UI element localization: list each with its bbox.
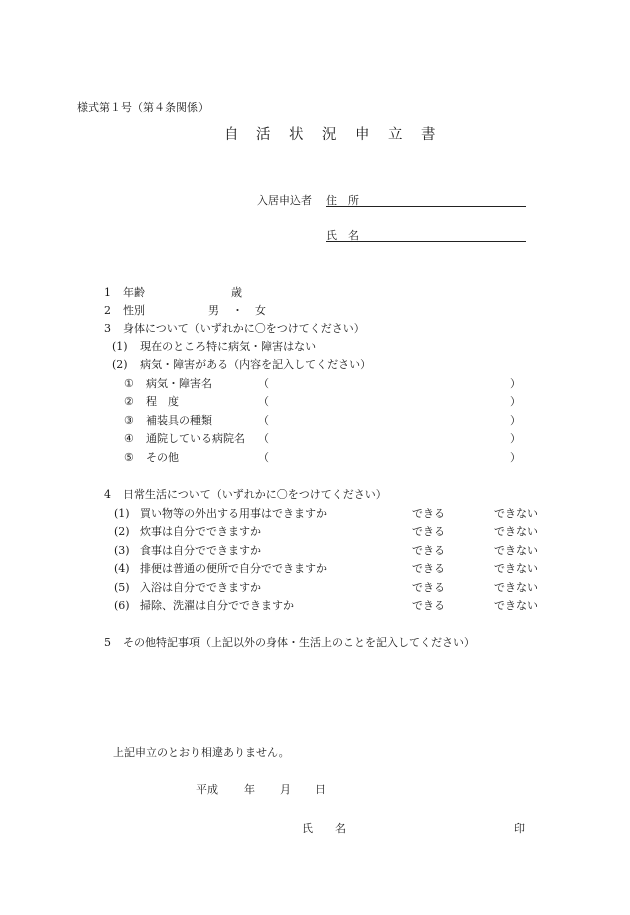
signature-name-label: 氏 名 — [302, 822, 346, 835]
paren-close: ） — [510, 395, 521, 408]
row-question: 排便は普通の便所で自分でできますか — [140, 562, 327, 575]
month-label[interactable]: 月 — [280, 783, 291, 796]
paren-close: ） — [510, 414, 521, 427]
applicant-name-label: 氏 名 — [326, 229, 359, 242]
paren-open: （ — [258, 377, 269, 390]
option-cannot[interactable]: できない — [494, 599, 538, 612]
body-section-heading: 身体について（いずれかに〇をつけてください） — [123, 322, 365, 335]
row-question: 食事は自分でできますか — [140, 544, 261, 557]
sub-label: 通院している病院名 — [146, 432, 245, 445]
seal-mark: 印 — [514, 822, 525, 835]
option-number: (2) — [112, 358, 128, 371]
age-label: 年齢 — [123, 286, 145, 299]
paren-close: ） — [510, 377, 521, 390]
row-number: (6) — [114, 599, 130, 612]
other-section-heading: その他特記事項（上記以外の身体・生活上のことを記入してください） — [123, 636, 475, 649]
age-unit: 歳 — [231, 286, 242, 299]
sub-label: 程 度 — [146, 395, 179, 408]
row-number: (1) — [114, 507, 130, 520]
row-number: (3) — [114, 544, 130, 557]
paren-open: （ — [258, 451, 269, 464]
paren-close: ） — [510, 451, 521, 464]
sub-label: 補装具の種類 — [146, 414, 212, 427]
title-char: 状 — [289, 127, 304, 143]
sub-number: ② — [124, 395, 134, 408]
option-number: (1) — [112, 340, 128, 353]
title-char: 自 — [224, 127, 239, 143]
sex-separator: ・ — [232, 304, 243, 317]
paren-open: （ — [258, 432, 269, 445]
era-label: 平成 — [196, 783, 218, 796]
option-text: 病気・障害がある（内容を記入してください） — [140, 358, 372, 371]
row-question: 入浴は自分でできますか — [140, 581, 261, 594]
option-text: 現在のところ特に病気・障害はない — [140, 340, 317, 353]
option-can[interactable]: できる — [412, 562, 445, 575]
item-number: 1 — [104, 286, 111, 299]
option-cannot[interactable]: できない — [494, 525, 538, 538]
day-label[interactable]: 日 — [315, 783, 326, 796]
paren-close: ） — [510, 432, 521, 445]
address-label: 住 所 — [326, 194, 359, 207]
item-number: 5 — [104, 636, 111, 649]
option-cannot[interactable]: できない — [494, 507, 538, 520]
item-number: 4 — [104, 488, 111, 501]
row-number: (5) — [114, 581, 130, 594]
item-number: 2 — [104, 304, 111, 317]
address-field[interactable] — [326, 206, 526, 207]
row-number: (4) — [114, 562, 130, 575]
item-number: 3 — [104, 322, 111, 335]
sub-number: ⑤ — [124, 451, 134, 464]
row-question: 買い物等の外出する用事はできますか — [140, 507, 327, 520]
option-cannot[interactable]: できない — [494, 544, 538, 557]
option-can[interactable]: できる — [412, 599, 445, 612]
sub-number: ④ — [124, 432, 134, 445]
applicant-label: 入居申込者 — [257, 194, 312, 207]
row-number: (2) — [114, 525, 130, 538]
sex-option-female[interactable]: 女 — [255, 304, 266, 317]
body-option-condition[interactable] — [112, 358, 371, 372]
sex-label: 性別 — [123, 304, 145, 317]
paren-open: （ — [258, 414, 269, 427]
declaration-statement: 上記申立のとおり相違ありません。 — [113, 746, 290, 759]
year-label[interactable]: 年 — [244, 783, 255, 796]
daily-section-heading: 日常生活について（いずれかに〇をつけてください） — [123, 488, 387, 501]
row-question: 炊事は自分でできますか — [140, 525, 261, 538]
body-option-none[interactable] — [112, 340, 316, 354]
sub-label: 病気・障害名 — [146, 377, 212, 390]
option-can[interactable]: できる — [412, 581, 445, 594]
option-can[interactable]: できる — [412, 525, 445, 538]
option-cannot[interactable]: できない — [494, 581, 538, 594]
row-question: 掃除、洗濯は自分でできますか — [140, 599, 294, 612]
option-can[interactable]: できる — [412, 544, 445, 557]
other-notes-area[interactable] — [123, 656, 533, 736]
applicant-name-field[interactable] — [326, 241, 526, 242]
title-char: 立 — [388, 127, 403, 143]
sub-number: ① — [124, 377, 134, 390]
title-char: 活 — [256, 127, 271, 143]
form-number: 様式第１号（第４条関係） — [77, 101, 209, 114]
option-can[interactable]: できる — [412, 507, 445, 520]
sub-number: ③ — [124, 414, 134, 427]
title-char: 書 — [421, 127, 436, 143]
sub-label: その他 — [146, 451, 179, 464]
option-cannot[interactable]: できない — [494, 562, 538, 575]
title-char: 況 — [322, 127, 337, 143]
sex-option-male[interactable]: 男 — [208, 304, 219, 317]
title-char: 申 — [355, 127, 370, 143]
paren-open: （ — [258, 395, 269, 408]
